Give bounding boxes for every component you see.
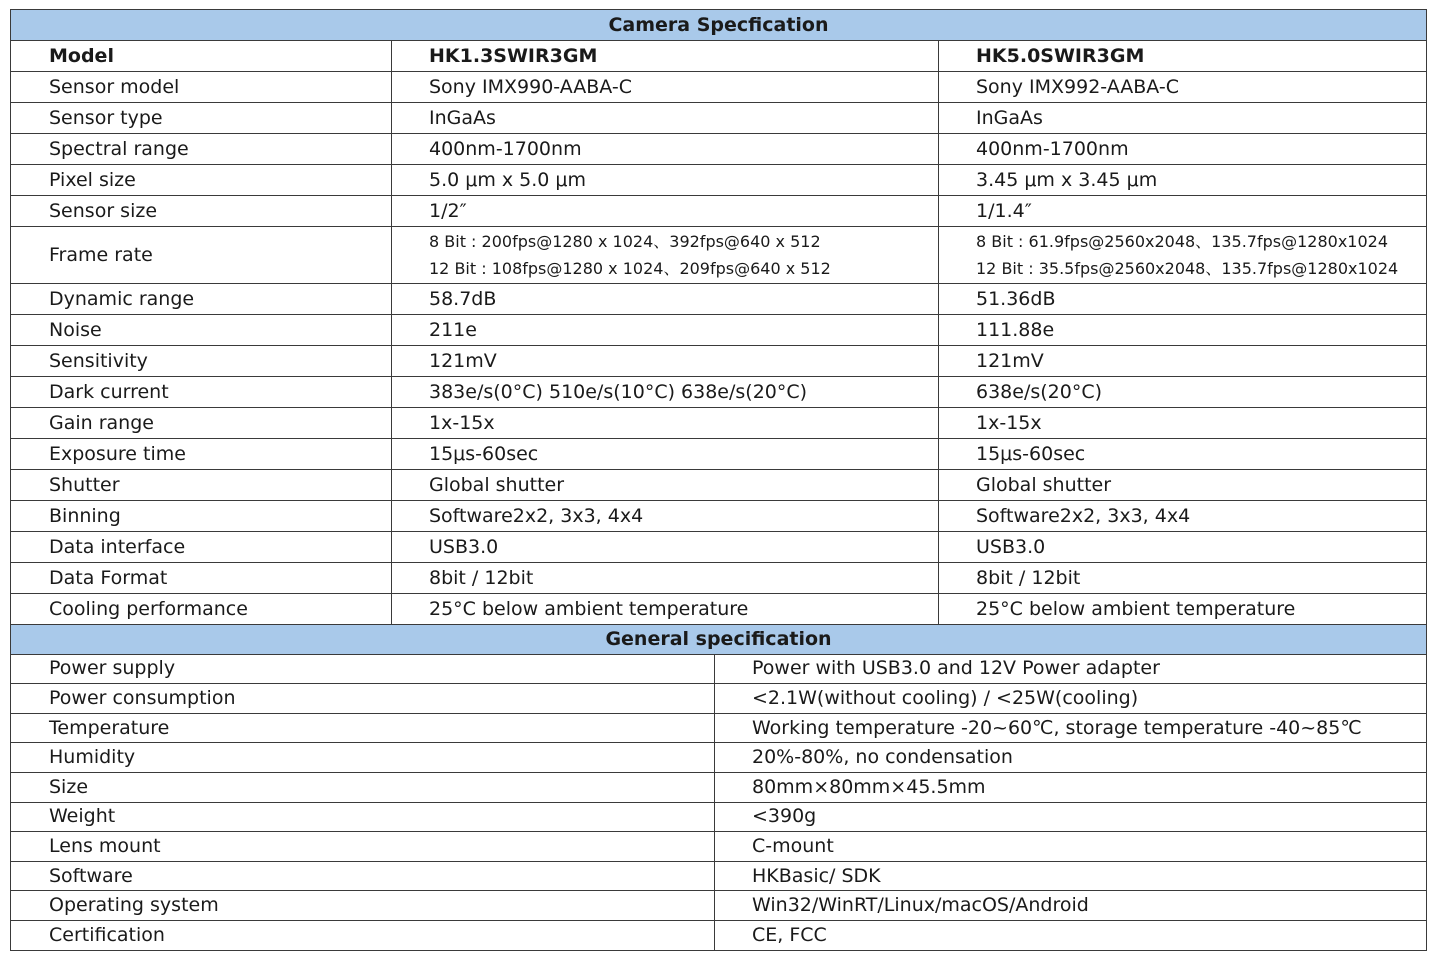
table-row [11,684,1427,714]
row-value: CE, FCC [715,920,1427,950]
model-name-1: HK1.3SWIR3GM [392,41,939,72]
row-label: Shutter [11,470,392,501]
table-row [11,284,1427,315]
frame-rate-row [11,227,1427,284]
row-value-model2: 51.36dB [939,284,1427,315]
row-label: Data Format [11,563,392,594]
row-value: Working temperature -20~60℃, storage temperature -40~85℃ [715,713,1427,743]
model-name-2: HK5.0SWIR3GM [939,41,1427,72]
table-row [11,315,1427,346]
row-label: Weight [11,802,715,832]
row-value-model1: 58.7dB [392,284,939,315]
table-row [11,532,1427,563]
frame-rate-model2 [939,227,1427,284]
row-value-model2: 400nm-1700nm [939,134,1427,165]
table-row [11,134,1427,165]
row-value-model1: 121mV [392,346,939,377]
frame-rate-12bit: 12 Bit : 35.5fps@2560x2048、135.7fps@1280x1024 [976,259,1399,278]
table-row [11,377,1427,408]
table-row [11,713,1427,743]
row-value-model2: Global shutter [939,470,1427,501]
row-label: Binning [11,501,392,532]
general-spec-header-row [11,625,1427,655]
table-row [11,501,1427,532]
row-label: Dark current [11,377,392,408]
frame-rate-8bit: 8 Bit : 61.9fps@2560x2048、135.7fps@1280x1024 [976,232,1389,251]
row-value-model1: USB3.0 [392,532,939,563]
general-spec-table [10,624,1427,951]
row-value-model1: 211e [392,315,939,346]
table-row [11,563,1427,594]
frame-rate-12bit: 12 Bit : 108fps@1280 x 1024、209fps@640 x 512 [429,259,831,278]
table-row [11,196,1427,227]
row-label: Noise [11,315,392,346]
row-label: Exposure time [11,439,392,470]
general-spec-title: General specification [11,625,1427,655]
row-value-model2: USB3.0 [939,532,1427,563]
row-label: Operating system [11,891,715,921]
row-label: Sensitivity [11,346,392,377]
table-row [11,772,1427,802]
frame-rate-8bit: 8 Bit : 200fps@1280 x 1024、392fps@640 x 512 [429,232,821,251]
row-value-model1: 1x-15x [392,408,939,439]
row-label: Humidity [11,743,715,773]
row-value-model1: Software2x2, 3x3, 4x4 [392,501,939,532]
row-label: Dynamic range [11,284,392,315]
table-row [11,165,1427,196]
row-value: 20%-80%, no condensation [715,743,1427,773]
table-row [11,654,1427,684]
table-row [11,802,1427,832]
row-value: HKBasic/ SDK [715,861,1427,891]
row-value: Win32/WinRT/Linux/macOS/Android [715,891,1427,921]
row-value-model2: 111.88e [939,315,1427,346]
row-value-model2: 1x-15x [939,408,1427,439]
table-row [11,594,1427,625]
table-row [11,408,1427,439]
row-value-model2: 8bit / 12bit [939,563,1427,594]
row-value-model1: Global shutter [392,470,939,501]
frame-rate-model1 [392,227,939,284]
camera-spec-header-row [11,10,1427,41]
row-label: Lens mount [11,832,715,862]
row-value: <390g [715,802,1427,832]
camera-spec-table [10,9,1427,625]
row-value-model2: 25°C below ambient temperature [939,594,1427,625]
row-label: Software [11,861,715,891]
row-label: Sensor size [11,196,392,227]
row-label: Data interface [11,532,392,563]
row-value-model1: Sony IMX990-AABA-C [392,72,939,103]
row-value: 80mm×80mm×45.5mm [715,772,1427,802]
model-label: Model [11,41,392,72]
row-value-model2: 1/1.4″ [939,196,1427,227]
row-label: Cooling performance [11,594,392,625]
table-row [11,346,1427,377]
row-label: Frame rate [11,227,392,284]
row-value-model2: Software2x2, 3x3, 4x4 [939,501,1427,532]
row-value-model1: 5.0 μm x 5.0 μm [392,165,939,196]
row-value-model1: 15μs-60sec [392,439,939,470]
row-label: Sensor model [11,72,392,103]
row-value-model2: 15μs-60sec [939,439,1427,470]
table-row [11,470,1427,501]
row-value-model2: 121mV [939,346,1427,377]
row-value-model1: 25°C below ambient temperature [392,594,939,625]
row-value: C-mount [715,832,1427,862]
table-row [11,72,1427,103]
table-row [11,743,1427,773]
row-value-model1: 383e/s(0°C) 510e/s(10°C) 638e/s(20°C) [392,377,939,408]
row-label: Size [11,772,715,802]
row-value-model1: InGaAs [392,103,939,134]
row-label: Temperature [11,713,715,743]
row-value-model2: 638e/s(20°C) [939,377,1427,408]
row-label: Spectral range [11,134,392,165]
table-row [11,920,1427,950]
row-value: Power with USB3.0 and 12V Power adapter [715,654,1427,684]
table-row [11,439,1427,470]
row-label: Pixel size [11,165,392,196]
row-value-model1: 1/2″ [392,196,939,227]
row-value: <2.1W(without cooling) / <25W(cooling) [715,684,1427,714]
table-row [11,861,1427,891]
row-label: Sensor type [11,103,392,134]
table-row [11,832,1427,862]
spec-sheet [10,9,1426,951]
row-value-model2: InGaAs [939,103,1427,134]
row-value-model2: 3.45 μm x 3.45 μm [939,165,1427,196]
table-row [11,891,1427,921]
row-value-model1: 400nm-1700nm [392,134,939,165]
row-value-model1: 8bit / 12bit [392,563,939,594]
row-label: Gain range [11,408,392,439]
row-label: Power supply [11,654,715,684]
row-label: Certification [11,920,715,950]
camera-spec-title: Camera Specfication [11,10,1427,41]
row-label: Power consumption [11,684,715,714]
row-value-model2: Sony IMX992-AABA-C [939,72,1427,103]
model-row [11,41,1427,72]
table-row [11,103,1427,134]
